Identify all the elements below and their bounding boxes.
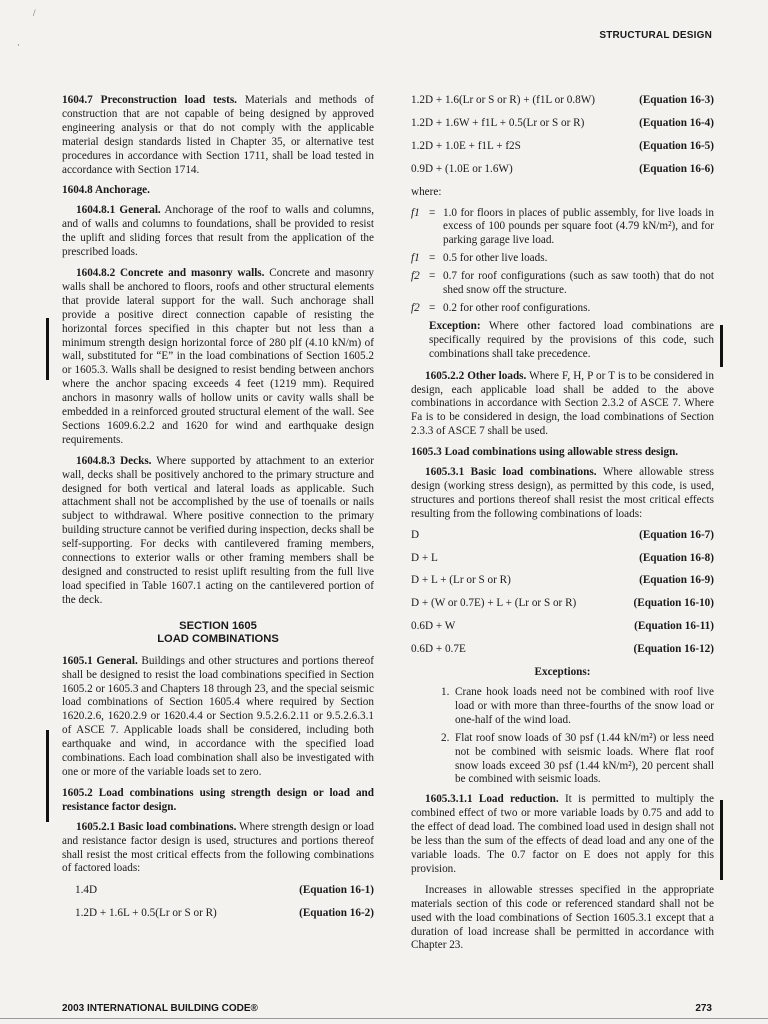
exceptions-list bbox=[441, 686, 714, 787]
equation-expression: 1.2D + 1.6W + f1L + 0.5(Lr or S or R) bbox=[411, 116, 585, 129]
change-bar bbox=[46, 318, 49, 380]
section-1604-8-heading: 1604.8 Anchorage. bbox=[62, 184, 150, 197]
equation-row bbox=[62, 884, 374, 898]
equation-expression: 1.4D bbox=[75, 884, 98, 897]
change-bar bbox=[720, 325, 723, 367]
equation-row: 0.6D + 0.7E (Equation 16-12) bbox=[411, 643, 714, 656]
list-item: 1. Crane hook loads need not be combined with roof live load or with more than three-fourths of the snow load or one-half of the wind load. bbox=[441, 686, 714, 726]
allowable-stress-paragraph: Increases in allowable stresses specified in the appropriate materials section of this code or referenced standard shall not be used with the load combinations of Section 1605.3.1 except that a duration of load increase shall be permitted in accordance with Chapter 23. bbox=[411, 883, 714, 952]
equation-label: (Equation 16-4) bbox=[639, 116, 714, 129]
equation-row: D + L (Equation 16-8) bbox=[411, 551, 714, 564]
scan-mark: · bbox=[17, 40, 20, 50]
page-number: 273 bbox=[695, 1003, 712, 1014]
equation-row: 0.6D + W (Equation 16-11) bbox=[411, 620, 714, 633]
change-bar bbox=[46, 730, 49, 822]
section-1605-2-2: 1605.2.2 Other loads. Where F, H, P or T is to be considered in design, each applicable load shall be added to the above combinations in accordance with Section 2.3.2 of ASCE 7. Where Fa is to be considered in design, the load combinations of Section 2.3.3 of ASCE 7 shall be used. bbox=[411, 369, 715, 438]
equation-row bbox=[411, 117, 714, 131]
section-1604-8-3: 1604.8.3 Decks. Where supported by attachment to an exterior wall, decks shall be positively anchored to the primary structure and designed for both vertical and lateral loads as applicable. Such attachment shall not be accomplished by the use of toenails or nails subject to withdrawal. Where positive connection to the primary building structure cannot be verified during inspection, decks shall be self-supporting. For decks with cantilevered framing members, connections to exterior walls or other framing members shall be designed and constructed to resist uplift resulting from the full live load specified in Table 1607.1 acting on the cantilevered portion of the deck. bbox=[62, 454, 374, 606]
section-1605-3-1: 1605.3.1 Basic load combinations. Where allowable stress design (working stress design), as permitted by this code, is used, structures and portions thereof shall resist the most critical effects resulting from the following combinations of loads: bbox=[411, 466, 714, 520]
equation-label: (Equation 16-6) bbox=[639, 162, 714, 175]
equation-row bbox=[411, 140, 714, 154]
section-1605-2-heading: 1605.2 Load combinations using strength design or load and resistance factor design. bbox=[62, 786, 374, 813]
equation-expression: 1.2D + 1.6(Lr or S or R) + (f1L or 0.8W) bbox=[411, 94, 596, 106]
definition-row: f1 = 1.0 for floors in places of public assembly, for live loads in excess of 100 pounds per square foot (4.79 kN/m²), and for parking garage live load. bbox=[411, 206, 714, 247]
section-1605-1: 1605.1 General. Buildings and other structures and portions thereof shall be designed to resist the load combinations specified in Section 1605.2 or 1605.3 and Chapters 18 through 23, and the special seismic load combinations of Section 1605.4 where required by Section 1620.2.6, 1620.2.9 or 1620.4.4 or Section 9.5.2.6.2.11 or 9.5.2.6.3.1 of ASCE 7. Applicable loads shall be considered, including both earthquake and wind, in accordance with the specified load combinations. Each load combination shall also be investigated with one or more of the variable loads set to zero. bbox=[62, 654, 374, 778]
equation-expression: 1.2D + 1.6L + 0.5(Lr or S or R) bbox=[75, 907, 217, 920]
section-1604-7: 1604.7 Preconstruction load tests. Materials and methods of construction that are not capable of being designed by approved engineering analysis or that do not comply with the applicable material design standards listed in Chapter 35, or alternative test procedures in accordance with Section 1711, shall be load tested in accordance with Section 1714. bbox=[62, 94, 374, 176]
exceptions-label: Exceptions: bbox=[534, 666, 591, 679]
definition-row: f1 = 0.5 for other live loads. bbox=[411, 252, 548, 265]
section-1605-3-1-1: 1605.3.1.1 Load reduction. It is permitted to multiply the combined effect of two or more variable loads by 0.75 and add to the effect of dead load. The combined load used in design shall not be less than the sum of the effects of dead load and any one of the variable loads. The 0.7 factor on E does not apply for this provision. bbox=[411, 793, 714, 875]
equation-row: D + L + (Lr or S or R) (Equation 16-9) bbox=[411, 574, 714, 587]
equation-expression: 0.9D + (1.0E or 1.6W) bbox=[411, 162, 513, 175]
definition-row: f2 = 0.7 for roof configurations (such as saw tooth) that do not shed snow off the structure. bbox=[411, 270, 714, 297]
section-1604-8-1: 1604.8.1 General. Anchorage of the roof to walls and columns, and of walls and columns to foundations, shall be provided to resist the uplift and sliding forces that result from the application of the prescribed loads. bbox=[62, 204, 374, 259]
running-header: STRUCTURAL DESIGN bbox=[599, 30, 712, 41]
section-1604-8-2: 1604.8.2 Concrete and masonry walls. Concrete and masonry walls shall be anchored to floors, roofs and other structural elements that provide lateral support for the wall. Such anchorage shall provide a positive direct connection capable of resisting the horizontal forces specified in this chapter but not less than a minimum strength design horizontal force of 280 plf (4.10 kN/m) of wall, substituted for “E” in the load combinations of Section 1605.2 or 1605.3. Walls shall be designed to resist bending between anchors where the anchor spacing exceeds 4 feet (1219 mm). Required anchors in masonry walls of hollow units or cavity walls shall be embedded in a reinforced grouted structural element of the wall. See Sections 1609.6.2.2 and 1620 for wind and earthquake design requirements. bbox=[62, 266, 375, 446]
equation-label: (Equation 16-1) bbox=[299, 884, 374, 897]
list-item: 2. Flat roof snow loads of 30 psf (1.44 kN/m²) or less need not be combined with seismic loads. Where flat roof snow loads exceed 30 psf (1.44 kN/m²), 20 percent shall be combined with seismic loads. bbox=[441, 731, 714, 786]
equation-label: (Equation 16-2) bbox=[299, 907, 374, 920]
equation-row bbox=[411, 163, 714, 177]
equation-row bbox=[411, 94, 714, 108]
equation-label: (Equation 16-5) bbox=[639, 139, 714, 152]
right-column bbox=[411, 94, 714, 960]
change-bar bbox=[720, 800, 723, 880]
equation-row bbox=[62, 907, 374, 921]
scan-mark: / bbox=[33, 8, 36, 18]
definition-row: f2 = 0.2 for other roof configurations. bbox=[411, 301, 591, 314]
equation-row: D + (W or 0.7E) + L + (Lr or S or R) (Equation 16-10) bbox=[411, 597, 714, 610]
footer-title: 2003 INTERNATIONAL BUILDING CODE® bbox=[62, 1003, 258, 1014]
bottom-rule bbox=[0, 1018, 768, 1019]
equation-expression: 1.2D + 1.0E + f1L + f2S bbox=[411, 139, 521, 152]
section-1605-3-heading: 1605.3 Load combinations using allowable stress design. bbox=[411, 446, 679, 459]
exception-note: Exception: Where other factored load combinations are specifically required by the provisions of this code, such combinations shall take precedence. bbox=[429, 319, 714, 360]
equation-row: D (Equation 16-7) bbox=[411, 528, 714, 541]
left-column bbox=[62, 94, 374, 930]
section-1605-title: SECTION 1605 LOAD COMBINATIONS bbox=[157, 619, 279, 645]
equation-label: (Equation 16-3) bbox=[639, 94, 714, 106]
where-label: where: bbox=[411, 185, 442, 198]
section-1605-2-1: 1605.2.1 Basic load combinations. Where strength design or load and resistance factor design is used, structures and portions thereof shall resist the most critical effects from the following combinations of factored loads: bbox=[62, 820, 374, 875]
